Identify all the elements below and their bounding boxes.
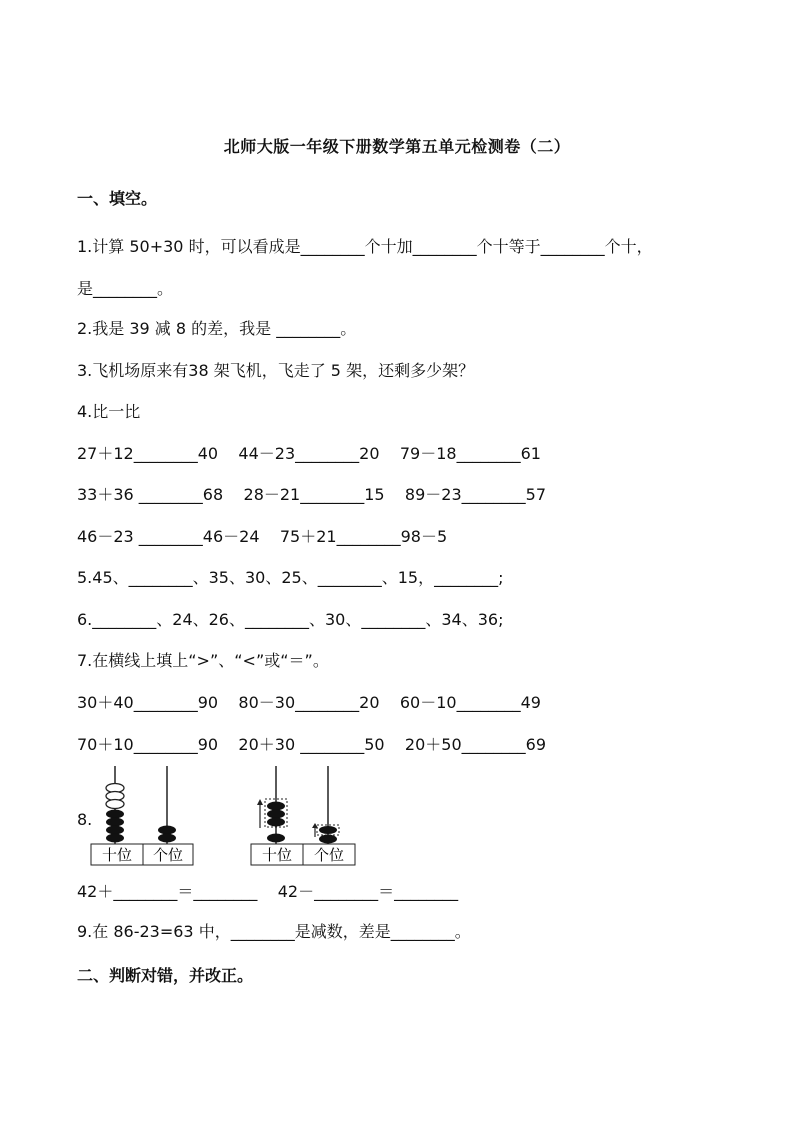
question-7-row-2: 70＋10________90 20＋30 ________50 20＋50________69 xyxy=(77,735,547,754)
abacus-right-ones-bead xyxy=(319,835,337,844)
abacus-figures xyxy=(77,762,477,870)
question-8-abacus-area xyxy=(77,762,477,870)
abacus-left-ones-label: 个位 xyxy=(152,846,184,864)
question-9: 9.在 86-23=63 中，________是减数，差是________。 xyxy=(77,922,471,941)
question-1-line-2: 是________。 xyxy=(77,279,174,298)
question-7-title: 7.在横线上填上“>”、“<”或“＝”。 xyxy=(77,651,329,670)
abacus-right xyxy=(251,766,355,865)
abacus-left xyxy=(91,766,193,865)
abacus-right-moved-tens-bead xyxy=(267,818,285,827)
abacus-right-tens-arrow-head xyxy=(257,799,263,805)
question-4-row-2: 33＋36 ________68 28－21________15 89－23________57 xyxy=(77,485,547,504)
abacus-left-tens-bead xyxy=(106,818,124,827)
abacus-right-moved-tens-bead xyxy=(267,810,285,819)
abacus-left-ones-bead xyxy=(158,834,176,843)
question-8-label: 8. xyxy=(77,810,93,829)
question-4-title: 4.比一比 xyxy=(77,402,141,421)
section-heading-true-false: 二、判断对错，并改正。 xyxy=(77,966,254,985)
abacus-right-tens-bead xyxy=(267,834,285,843)
abacus-left-tens-label: 十位 xyxy=(101,846,133,864)
question-4-row-3: 46－23 ________46－24 75＋21________98－5 xyxy=(77,527,448,546)
abacus-left-hollow-bead xyxy=(106,800,124,809)
question-6: 6.________、24、26、________、30、________、34、36; xyxy=(77,610,504,629)
question-8-equations: 42＋________＝________ 42－________＝________ xyxy=(77,882,459,901)
abacus-right-tens-label: 十位 xyxy=(261,846,293,864)
question-2: 2.我是 39 减 8 的差，我是 ________。 xyxy=(77,319,357,338)
abacus-right-moved-ones-bead xyxy=(319,826,337,834)
abacus-left-ones-bead xyxy=(158,826,176,835)
page-title: 北师大版一年级下册数学第五单元检测卷（二） xyxy=(223,137,571,156)
abacus-left-tens-bead xyxy=(106,810,124,819)
question-5: 5.45、________、35、30、25、________、15，________; xyxy=(77,568,504,587)
question-3: 3.飞机场原来有38 架飞机，飞走了 5 架，还剩多少架？ xyxy=(77,361,475,380)
abacus-left-tens-bead xyxy=(106,834,124,843)
abacus-right-moved-tens-bead xyxy=(267,802,285,811)
section-heading-fill-in: 一、填空。 xyxy=(77,189,158,208)
question-7-row-1: 30＋40________90 80－30________20 60－10________49 xyxy=(77,693,541,712)
abacus-right-ones-label: 个位 xyxy=(313,846,345,864)
question-4-row-1: 27＋12________40 44－23________20 79－18________61 xyxy=(77,444,541,463)
abacus-left-tens-bead xyxy=(106,826,124,835)
question-1-line-1: 1.计算 50+30 时，可以看成是________个十加________个十等于________个十， xyxy=(77,237,653,256)
